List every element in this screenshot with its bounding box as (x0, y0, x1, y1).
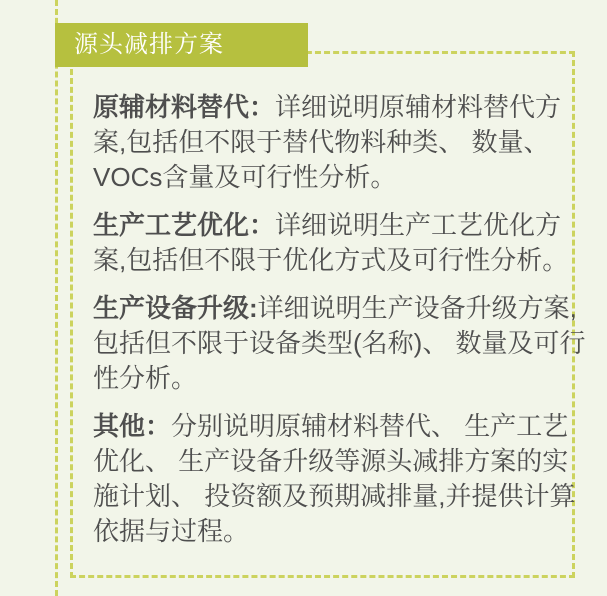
paragraph-raw-material-substitution (93, 90, 571, 195)
content-area (93, 90, 586, 562)
paragraph-text: 详细说明生产设备升级方案, (257, 293, 577, 323)
text-line: 依据与过程。 (93, 516, 250, 546)
paragraph-other (93, 409, 576, 549)
paragraph-lead: 原辅材料替代： (93, 92, 276, 122)
paragraph-lead: 生产设备升级: (93, 293, 258, 323)
text-line: 施计划、 投资额及预期减排量,并提供计算 (93, 481, 576, 511)
text-line (93, 291, 577, 326)
text-line (93, 208, 571, 243)
section-title: 源头减排方案 (74, 31, 224, 58)
paragraph-lead: 生产工艺优化： (93, 210, 276, 240)
text-line: 案,包括但不限于替代物料种类、 数量、 (93, 127, 550, 157)
paragraph-text: 详细说明生产工艺优化方 (275, 210, 562, 240)
paragraph-text: 分别说明原辅材料替代、 生产工艺 (171, 411, 569, 441)
paragraph-text: 详细说明原辅材料替代方 (275, 92, 562, 122)
text-line: 性分析。 (93, 363, 198, 393)
left-dashed-line (55, 0, 58, 596)
paragraph-process-optimization (93, 208, 571, 278)
text-line (93, 409, 571, 444)
section-header-bar (55, 23, 308, 67)
text-line: 案,包括但不限于优化方式及可行性分析。 (93, 245, 569, 275)
paragraph-equipment-upgrade (93, 291, 586, 396)
text-line (93, 90, 571, 125)
text-line: VOCs含量及可行性分析。 (93, 162, 397, 192)
paragraph-lead: 其他： (93, 411, 172, 441)
text-line: 优化、 生产设备升级等源头减排方案的实 (93, 446, 569, 476)
text-line: 包括但不限于设备类型(名称)、 数量及可行 (93, 328, 586, 358)
